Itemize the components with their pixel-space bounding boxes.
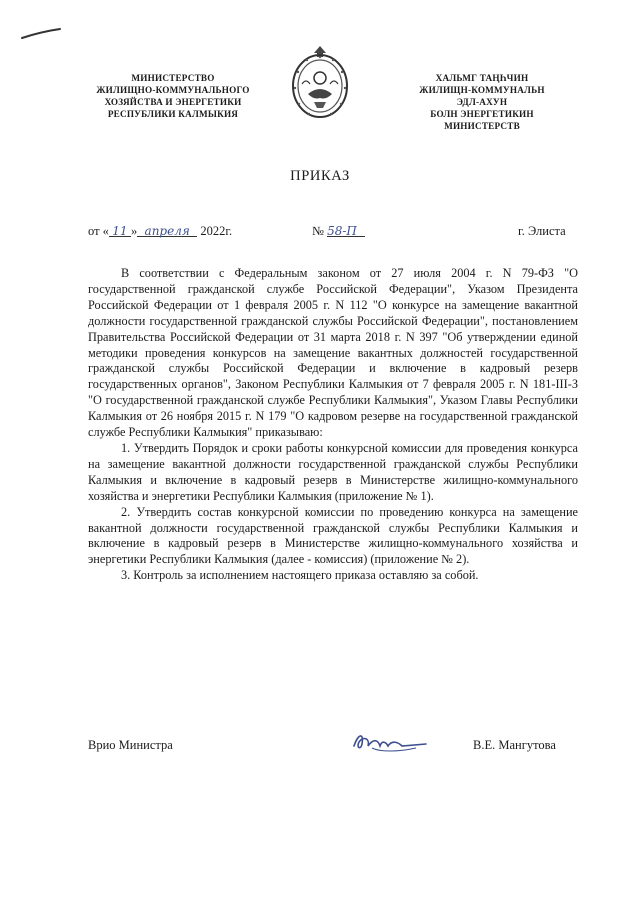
ministry-name-russian (78, 72, 268, 120)
order-item-1: 1. Утвердить Порядок и сроки работы конкурсной комиссии для проведения конкурса на замещение вакантной должности государственной гражданской службы Республики Калмыкия и включение в кадровый резерв в Министерстве жилищно-коммунального хозяйства и энергетики Республики Калмыкия (приложение № 1). (88, 440, 578, 503)
org-right-line: ЖИЛИЩН-КОММУНАЛЬН (419, 85, 545, 95)
date-prefix: от « (88, 224, 109, 238)
org-left-line: РЕСПУБЛИКИ КАЛМЫКИЯ (107, 109, 239, 119)
org-left-line: МИНИСТЕРСТВО (131, 73, 215, 83)
pen-mark-stroke (20, 27, 62, 41)
org-right-line: БОЛН ЭНЕРГЕТИКИН (430, 109, 534, 119)
date-year: 2022г. (200, 224, 233, 238)
order-date (88, 224, 232, 239)
order-number (312, 224, 365, 239)
date-month-field (137, 224, 197, 237)
document-title: ПРИКАЗ (290, 168, 350, 184)
date-month: апреля (144, 224, 190, 238)
calmykia-coat-of-arms-icon (288, 44, 352, 122)
org-left-line: ХОЗЯЙСТВА И ЭНЕРГЕТИКИ (104, 97, 242, 107)
number-prefix: № (312, 224, 324, 238)
org-left-line: ЖИЛИЩНО-КОММУНАЛЬНОГО (96, 85, 250, 95)
date-day-field (109, 224, 131, 237)
org-right-line: ЭДЛ-АХУН (456, 97, 508, 107)
signatory-name: В.Е. Мангутова (473, 738, 556, 752)
order-item-2: 2. Утвердить состав конкурсной комиссии по проведению конкурса на замещение вакантной должности государственной гражданской службы Республики Калмыкия и включение в кадровый резерв в Министерстве жилищно-коммунального хозяйства и энергетики Республики Калмыкия (далее - комиссия) (приложение № 2). (88, 504, 578, 567)
number-value: 58-П (327, 224, 357, 238)
ministry-name-kalmyk (392, 72, 572, 132)
number-field (327, 224, 365, 237)
handwritten-signature (350, 728, 430, 754)
org-right-line: ХАЛЬМГ ТАҢҺЧИН (435, 73, 529, 83)
order-body (88, 266, 578, 584)
order-item-3: 3. Контроль за исполнением настоящего приказа оставляю за собой. (121, 568, 479, 583)
org-right-line: МИНИСТЕРСТВ (444, 121, 520, 131)
date-day: 11 (112, 224, 128, 238)
signatory-role: Врио Министра (88, 738, 173, 752)
date-mid: » (130, 224, 138, 238)
order-city: г. Элиста (518, 224, 566, 238)
preamble-paragraph: В соответствии с Федеральным законом от 27 июля 2004 г. N 79-ФЗ "О государственной гражданской службе Российской Федерации", Указом Президента Российской Федерации от 1 февраля 2005 г. N 112 "О конкурсе на замещение вакантной должности государственной гражданской службы Российской Федерации", постановлением Правительства Российской Федерации от 31 марта 2018 г. N 397 "Об утверждении единой методики проведения конкурсов на замещение вакантных должностей государственной гражданской службы Российской Федерации и включение в кадровый резерв государственных органов", Законом Республики Калмыкия от 7 февраля 2005 г. N 181-III-З "О государственной гражданской службе Республики Калмыкия", Указом Главы Республики Калмыкия от 26 ноября 2015 г. N 179 "О кадровом резерве на государственной гражданской службе Республики Калмыкия" приказываю: (88, 266, 578, 440)
